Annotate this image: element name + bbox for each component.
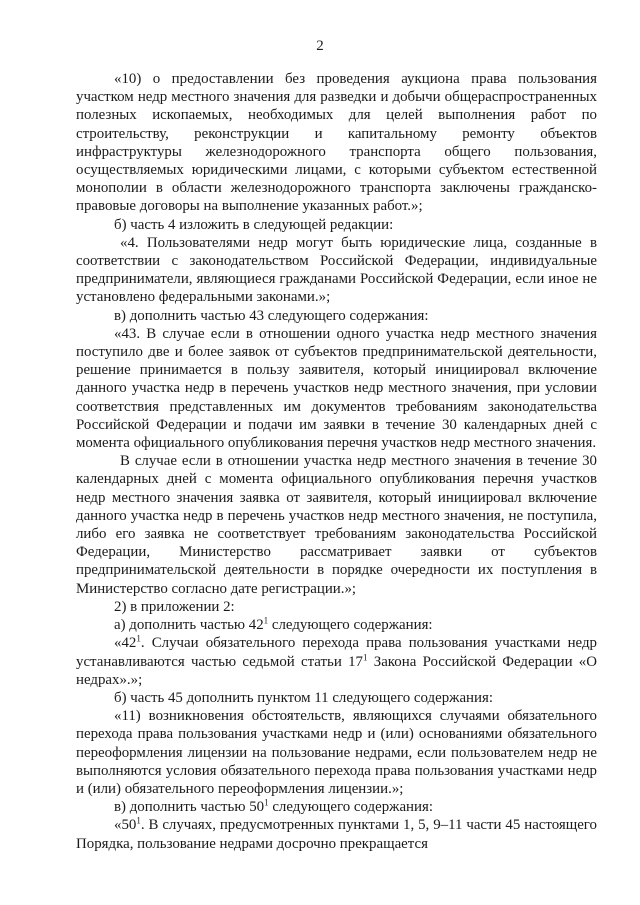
paragraph: «10) о предоставлении без проведения аукциона права пользования участком недр местного значения для разведки и добычи общераспространенных полезных ископаемых, необходимых для целей выполнения работ по строительству, реконструкции и капитальному ремонту объектов инфраструктуры железнодорожного транспорта общего пользования, осуществляемых юридическими лицами, с которыми субъектом естественной монополии в области железнодорожного транспорта заключены гражданско-правовые договоры на выполнение указанных работ.»;: [76, 71, 597, 215]
paragraph: б) часть 4 изложить в следующей редакции:: [114, 216, 394, 233]
paragraph: [76, 634, 597, 689]
page-number: 2: [316, 38, 324, 54]
superscript: 1: [136, 633, 141, 644]
superscript: 1: [264, 797, 269, 808]
paragraph: б) часть 45 дополнить пунктом 11 следующего содержания:: [114, 689, 493, 706]
paragraph: [76, 816, 597, 852]
text-run: «42: [114, 635, 137, 652]
text-run: а) дополнить частью 42: [114, 617, 264, 634]
text-run: следующего содержания:: [268, 617, 433, 634]
paragraph: [76, 798, 597, 816]
paragraph: В случае если в отношении участка недр местного значения в течение 30 календарных дней с момента официального опубликования перечня участков недр местного значения заявка от заявителя, который инициировал включение данного участка недр в перечень участков недр местного значения, не поступила, либо его заявка не соответствует требованиям законодательства Российской Федерации, Министерство рассматривает заявки от субъектов предпринимательской деятельности в порядке очередности их поступления в Министерство согласно дате регистрации.»;: [76, 453, 597, 597]
text-run: Закона Российской Федерации «О недрах».»;: [76, 653, 597, 688]
paragraph: в) дополнить частью 43 следующего содержания:: [114, 307, 429, 324]
paragraph: «43. В случае если в отношении одного участка недр местного значения поступило две и более заявок от субъектов предпринимательской деятельности, решение принимается в пользу заявителя, который инициировал включение данного участка недр в перечень участков недр местного значения, при условии соответствия представленных им документов требованиям законодательства Российской Федерации и подачи им заявки в течение 30 календарных дней с момента официального опубликования перечня участков недр местного значения.: [76, 325, 597, 452]
superscript: 1: [136, 815, 141, 826]
text-run: . Случаи обязательного перехода права пользования участками недр устанавливаются частью седьмой статьи 17: [76, 635, 597, 670]
text-run: . В случаях, предусмотренных пунктами 1, 5, 9–11 части 45 настоящего Порядка, пользование недрами досрочно прекращается: [76, 817, 597, 852]
paragraph: «4. Пользователями недр могут быть юридические лица, созданные в соответствии с законодательством Российской Федерации, индивидуальные предприниматели, являющиеся гражданами Российской Федерации, если иное не установлено федеральными законами.»;: [76, 234, 597, 306]
superscript: 1: [263, 615, 269, 626]
text-run: в) дополнить частью 50: [114, 799, 265, 816]
text-run: «50: [114, 817, 137, 834]
document-body: [76, 70, 597, 853]
paragraph: «11) возникновения обстоятельств, являющихся случаями обязательного перехода права пользования участками недр и (или) основаниями обязательного переоформления лицензии на пользование недрами, если пользователем недр не выполняются условия обязательного перехода права пользования участками недр и (или) обязательного переоформления лицензии.»;: [76, 708, 597, 797]
superscript: 1: [362, 652, 368, 663]
paragraph: 2) в приложении 2:: [114, 598, 235, 615]
paragraph: [76, 616, 597, 634]
text-run: следующего содержания:: [268, 799, 433, 816]
